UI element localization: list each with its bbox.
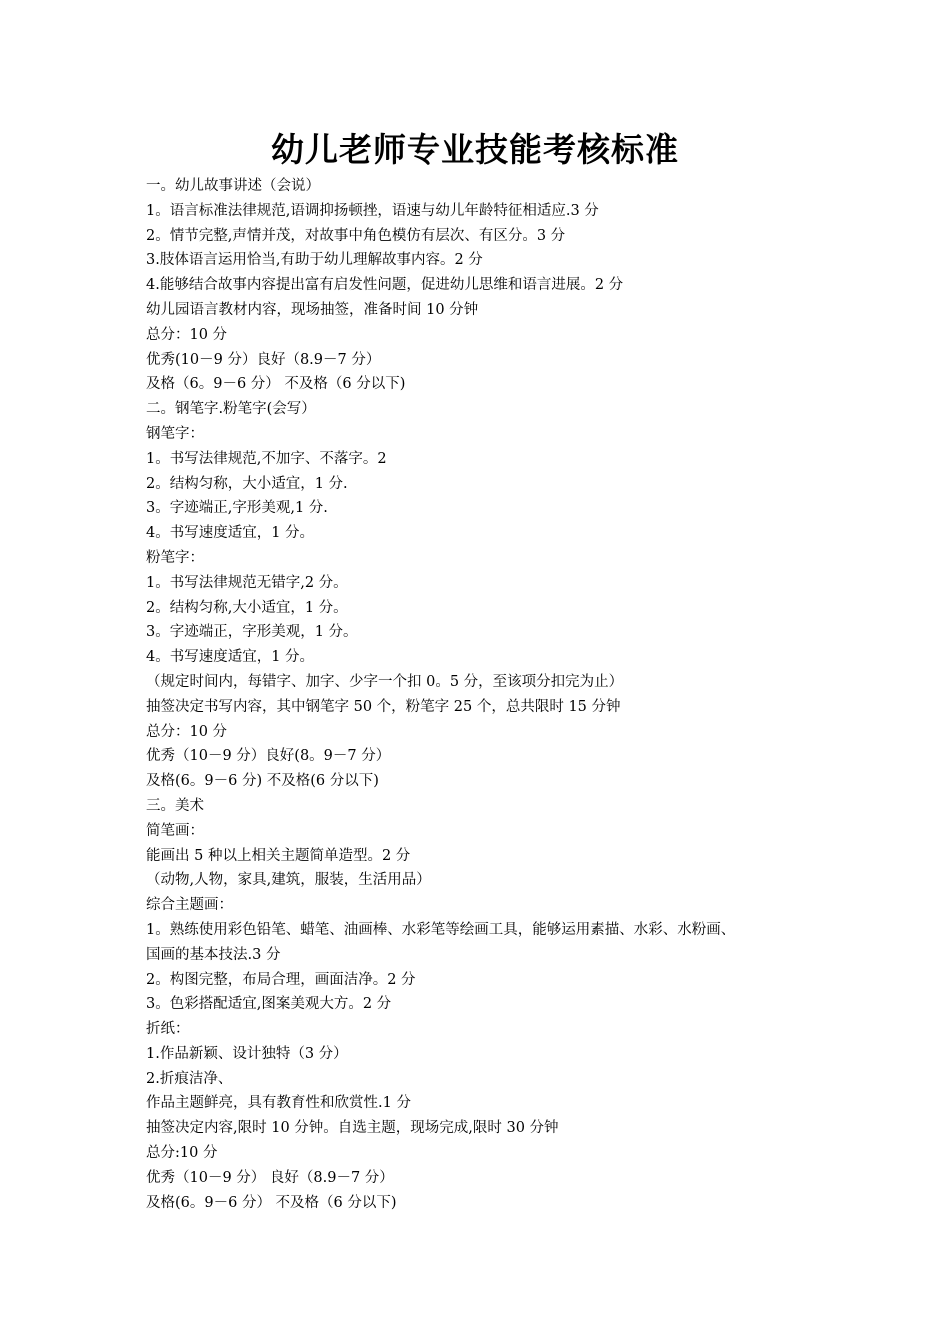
text-line: 2。结构匀称，大小适宜，1 分. <box>146 475 348 492</box>
text-line: 钢笔字： <box>146 425 204 442</box>
text-line: 4。书写速度适宜，1 分。 <box>146 525 315 542</box>
section-heading: 一。幼儿故事讲述（会说） <box>146 178 320 194</box>
text-line: 1。语言标准法律规范,语调抑扬顿挫，语速与幼儿年龄特征相适应.3 分 <box>146 202 599 219</box>
text-line: 及格(6。9－6 分) 不及格(6 分以下) <box>146 773 379 790</box>
text-line: 3.肢体语言运用恰当,有助于幼儿理解故事内容。2 分 <box>146 252 483 269</box>
text-line: 1.作品新颖、设计独特（3 分） <box>146 1045 348 1062</box>
text-line: 抽签决定书写内容，其中钢笔字 50 个，粉笔字 25 个，总共限时 15 分钟 <box>146 698 621 715</box>
text-line: 幼儿园语言教材内容，现场抽签，准备时间 10 分钟 <box>146 301 479 318</box>
text-line: （动物,人物，家具,建筑，服装，生活用品） <box>146 872 431 889</box>
text-line: 2。构图完整，布局合理，画面洁净。2 分 <box>146 971 416 988</box>
text-line: 简笔画： <box>146 822 204 839</box>
text-line: 2.折痕洁净、 <box>146 1070 233 1087</box>
document-body <box>146 174 836 1215</box>
text-line: 优秀（10－9 分） 良好（8.9－7 分） <box>146 1169 394 1186</box>
text-line: 4.能够结合故事内容提出富有启发性问题，促进幼儿思维和语言进展。2 分 <box>146 277 624 294</box>
text-line: （规定时间内，每错字、加字、少字一个扣 0。5 分，至该项分扣完为止） <box>146 673 624 690</box>
text-line: 折纸： <box>146 1021 190 1038</box>
text-line: 及格（6。9－6 分） 不及格（6 分以下) <box>146 376 406 393</box>
text-line: 4。书写速度适宜，1 分。 <box>146 649 315 666</box>
text-line: 粉笔字： <box>146 549 204 566</box>
text-line: 2。情节完整,声情并茂，对故事中角色模仿有层次、有区分。3 分 <box>146 227 566 244</box>
text-line: 综合主题画： <box>146 897 233 914</box>
text-line: 及格(6。9－6 分） 不及格（6 分以下) <box>146 1194 397 1211</box>
text-line: 抽签决定内容,限时 10 分钟。自选主题，现场完成,限时 30 分钟 <box>146 1120 559 1137</box>
text-line: 优秀（10－9 分）良好(8。9－7 分） <box>146 748 391 765</box>
text-line: 国画的基本技法.3 分 <box>146 946 281 963</box>
text-line: 2。结构匀称,大小适宜，1 分。 <box>146 599 348 616</box>
text-line: 3。色彩搭配适宜,图案美观大方。2 分 <box>146 996 392 1013</box>
text-line: 1。熟练使用彩色铅笔、蜡笔、油画棒、水彩笔等绘画工具，能够运用素描、水彩、水粉画、 <box>146 921 736 938</box>
text-line: 1。书写法律规范无错字,2 分。 <box>146 574 348 591</box>
document-title: 幼儿老师专业技能考核标准 <box>271 130 679 169</box>
section-heading: 三。美术 <box>146 797 204 814</box>
text-line: 优秀(10－9 分）良好（8.9－7 分） <box>146 351 381 368</box>
text-line: 1。书写法律规范,不加字、不落字。2 <box>146 450 387 467</box>
text-line: 作品主题鲜亮，具有教育性和欣赏性.1 分 <box>146 1095 411 1112</box>
text-line: 能画出 5 种以上相关主题简单造型。2 分 <box>146 847 411 864</box>
text-line: 总分：10 分 <box>146 723 228 740</box>
text-line: 3。字迹端正,字形美观,1 分. <box>146 500 328 517</box>
section-heading: 二。钢笔字.粉笔字(会写） <box>146 401 316 418</box>
text-line: 总分:10 分 <box>146 1145 218 1162</box>
text-line: 3。字迹端正，字形美观，1 分。 <box>146 624 358 641</box>
text-line: 总分：10 分 <box>146 326 228 343</box>
